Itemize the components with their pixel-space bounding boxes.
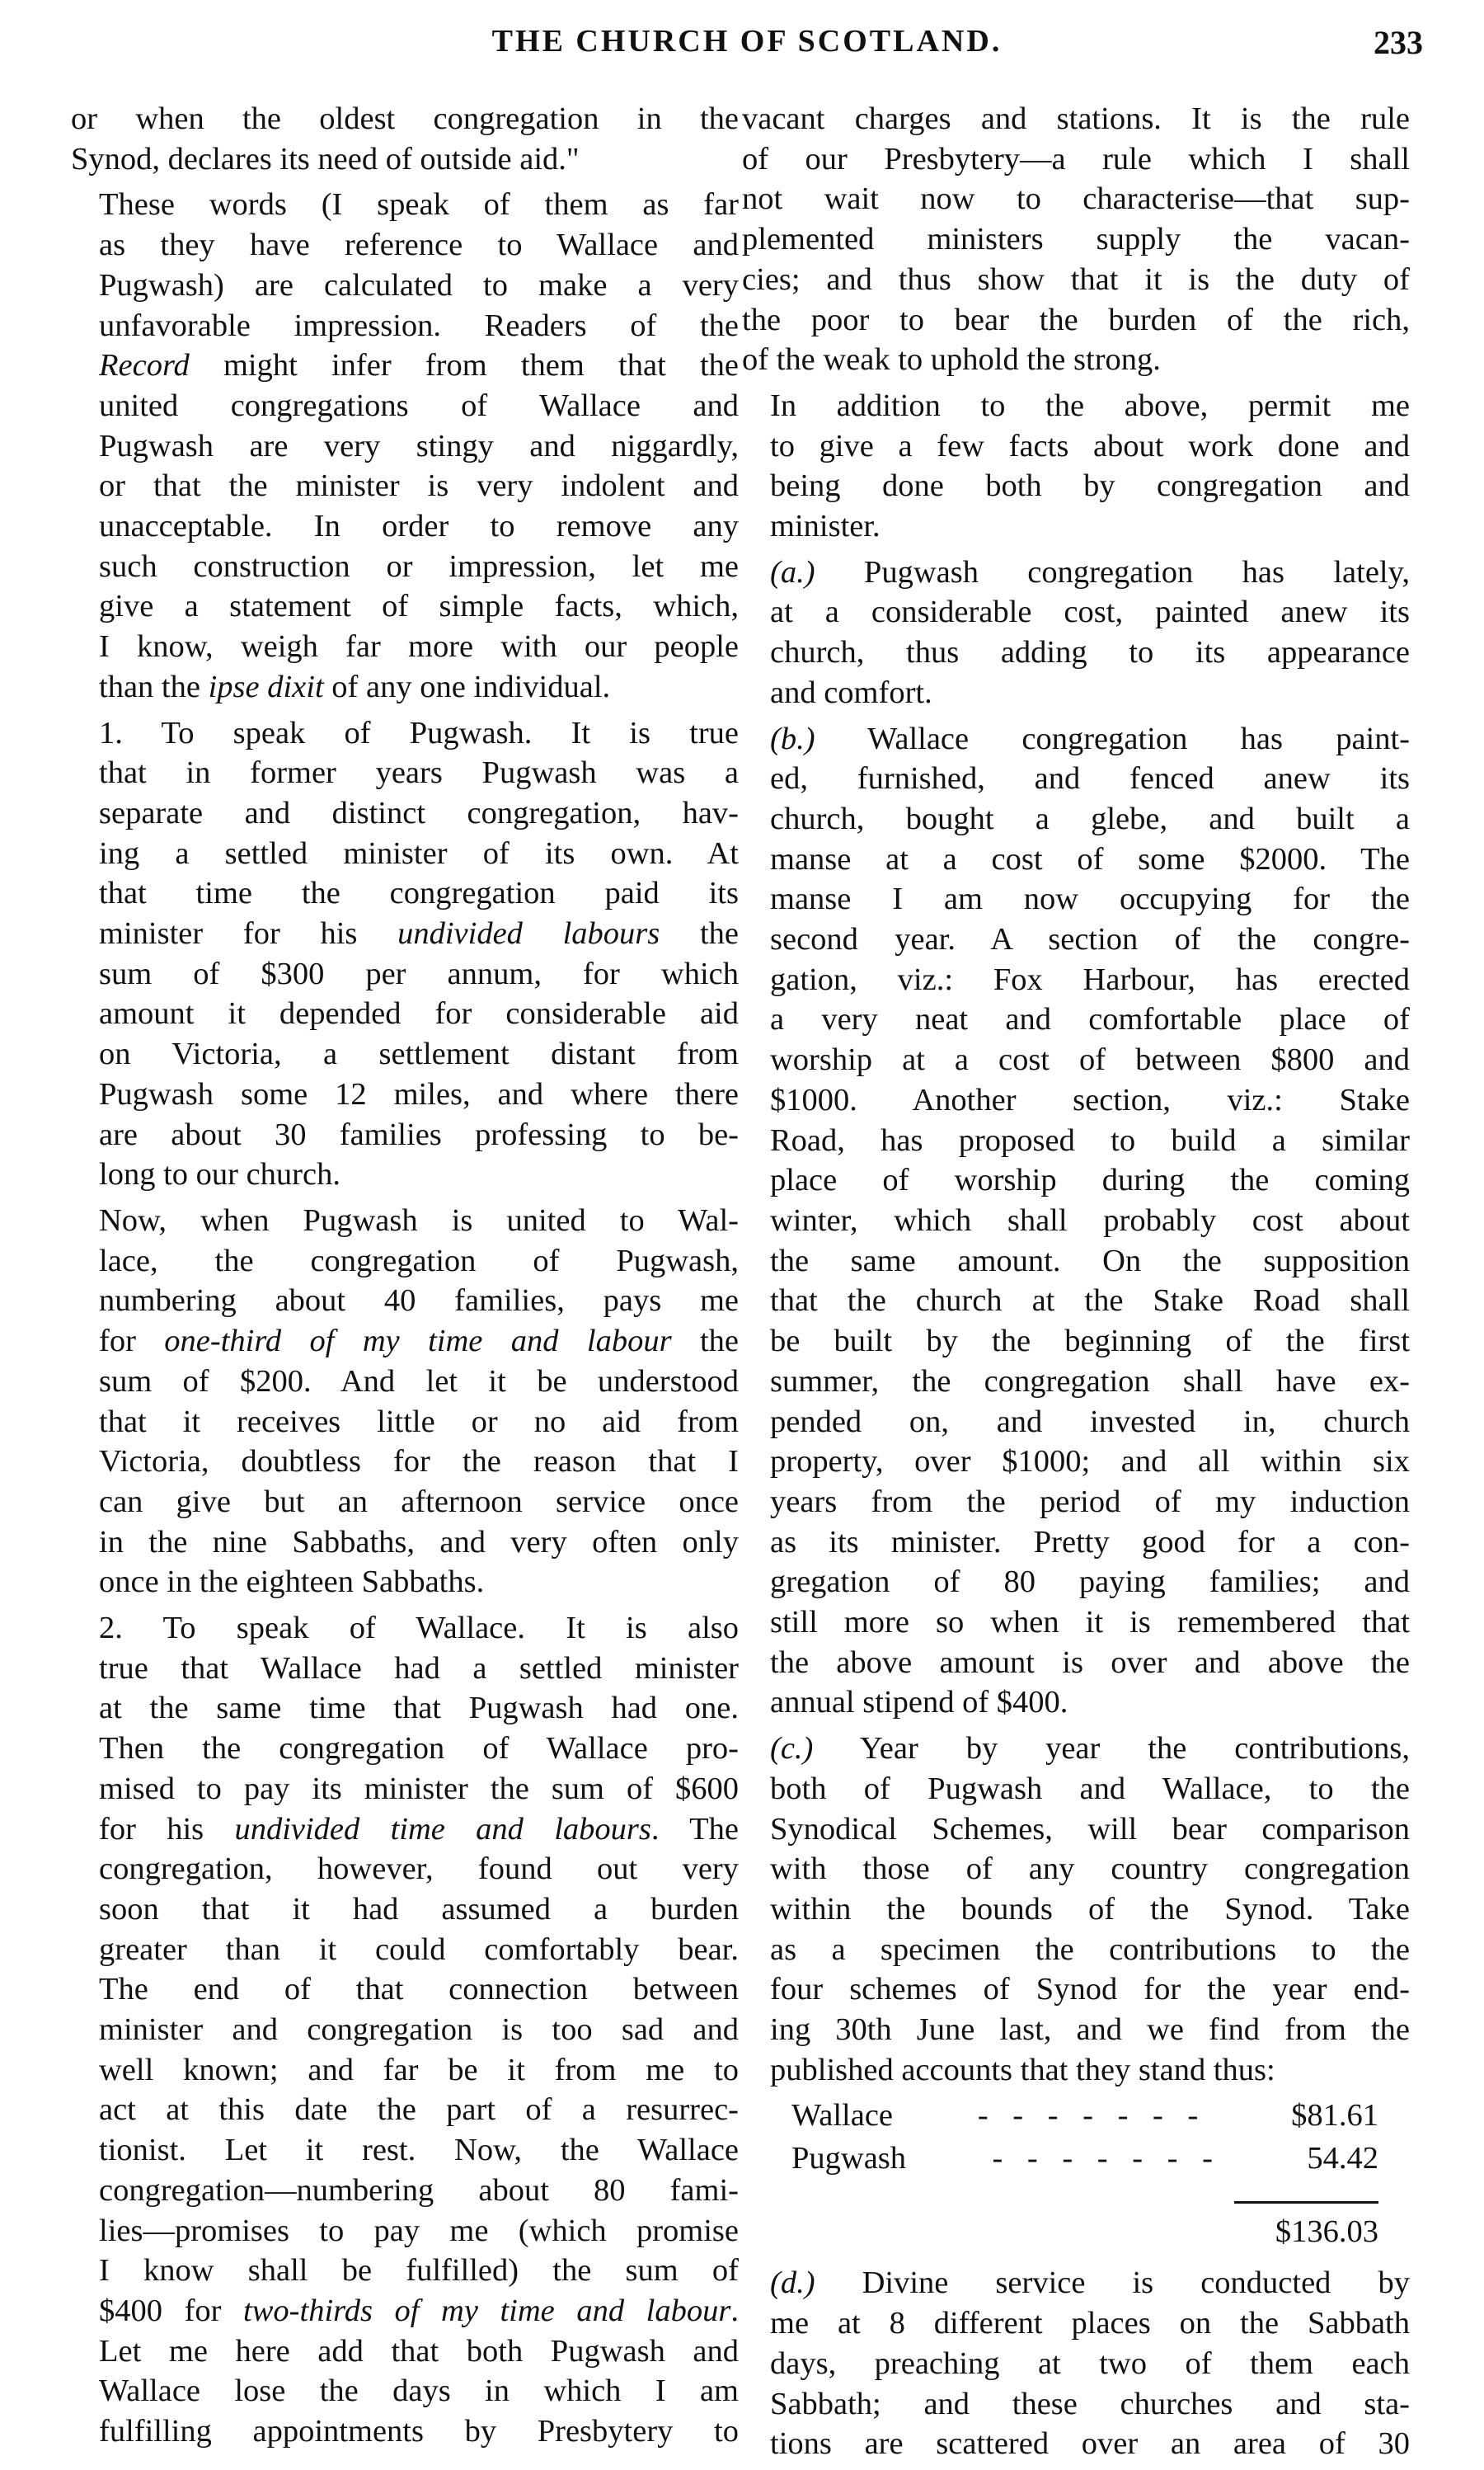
text-line: unacceptable. In order to remove any	[99, 509, 739, 544]
text-line: lace, the congregation of Pugwash,	[99, 1243, 739, 1278]
text-line: of the weak to uphold the strong.	[742, 342, 1161, 378]
text-line: me at 8 different places on the Sabbath	[770, 2306, 1410, 2341]
text-line: (c.) Year by year the contributions,	[770, 1731, 1410, 1767]
text-line: a very neat and comfortable place of	[770, 1002, 1410, 1037]
text-line: with those of any country congregation	[770, 1851, 1410, 1887]
text-line: These words (I speak of them as far	[99, 187, 739, 223]
text-line: Pugwash) are calculated to make a very	[99, 267, 739, 303]
text-line: of our Presbytery—a rule which I shall	[742, 141, 1410, 176]
text-line: church, thus adding to its appearance	[770, 635, 1410, 670]
text-line: that it receives little or no aid from	[99, 1404, 739, 1439]
text-line: Let me here add that both Pugwash and	[99, 2333, 739, 2369]
contribution-row	[742, 2138, 1410, 2181]
text-line: summer, the congregation shall have ex-	[770, 1363, 1410, 1399]
page-header	[71, 23, 1423, 73]
text-line: Pugwash are very stingy and niggardly,	[99, 428, 739, 463]
text-line: tionist. Let it rest. Now, the Wallace	[99, 2133, 739, 2168]
text-line: $1000. Another section, viz.: Stake	[770, 1082, 1410, 1117]
text-line: Now, when Pugwash is united to Wal-	[99, 1202, 739, 1238]
text-line: at a considerable cost, painted anew its	[770, 595, 1410, 630]
text-line: act at this date the part of a resurrec-	[99, 2092, 739, 2128]
text-line: the same amount. On the supposition	[770, 1243, 1410, 1278]
text-line: at the same time that Pugwash had one.	[99, 1691, 739, 1726]
text-line: winter, which shall probably cost about	[770, 1202, 1410, 1238]
paragraph	[71, 185, 739, 707]
running-title: THE CHURCH OF SCOTLAND.	[491, 24, 1003, 59]
text-line: place of worship during the coming	[770, 1163, 1410, 1198]
text-line: tions are scattered over an area of 30	[770, 2426, 1410, 2462]
text-line: such construction or impression, let me	[99, 548, 739, 584]
paragraph	[742, 553, 1410, 713]
text-line: Wallace lose the days in which I am	[99, 2374, 739, 2409]
text-line: (b.) Wallace congregation has paint-	[770, 721, 1410, 756]
paragraph	[71, 99, 739, 179]
text-line: ed, furnished, and fenced anew its	[770, 761, 1410, 797]
text-line: congregation, however, found out very	[99, 1851, 739, 1887]
text-line: once in the eighteen Sabbaths.	[99, 1564, 485, 1600]
text-line: still more so when it is remembered that	[770, 1605, 1410, 1640]
text-line: for his undivided time and labours. The	[99, 1811, 739, 1847]
text-line: ing a settled minister of its own. At	[99, 835, 739, 871]
text-line: gregation of 80 paying families; and	[770, 1564, 1410, 1600]
text-line: I know, weigh far more with our people	[99, 629, 739, 665]
leader-dots: - - - - - - -	[977, 2098, 1207, 2134]
text-line: worship at a cost of between $800 and	[770, 1042, 1410, 1078]
text-line: fulfilling appointments by Presbytery to	[99, 2414, 739, 2449]
text-line: as a specimen the contributions to the	[770, 1931, 1410, 1967]
contribution-amount: $81.61	[1291, 2098, 1378, 2134]
right-column	[742, 99, 1410, 2470]
text-line: Synod, declares its need of outside aid."	[71, 141, 580, 176]
contribution-row	[742, 2096, 1410, 2138]
text-line: church, bought a glebe, and built a	[770, 801, 1410, 836]
text-line: true that Wallace had a settled minister	[99, 1650, 739, 1686]
text-line: soon that it had assumed a burden	[99, 1891, 739, 1927]
text-line: can give but an afternoon service once	[99, 1484, 739, 1519]
text-line: as they have reference to Wallace and	[99, 228, 739, 263]
text-line: plemented ministers supply the vacan-	[742, 222, 1410, 257]
text-line: numbering about 40 families, pays me	[99, 1283, 739, 1319]
text-line: minister.	[770, 509, 881, 544]
text-line: or when the oldest congregation in the	[71, 101, 739, 136]
text-line: years from the period of my induction	[770, 1484, 1410, 1519]
text-line: I know shall be fulfilled) the sum of	[99, 2253, 739, 2289]
text-line: manse at a cost of some $2000. The	[770, 841, 1410, 877]
leader-dots: - - - - - - -	[992, 2141, 1221, 2176]
text-line: that in former years Pugwash was a	[99, 755, 739, 791]
text-line: 2. To speak of Wallace. It is also	[99, 1611, 739, 1646]
text-line: published accounts that they stand thus:	[770, 2052, 1275, 2087]
text-line: united congregations of Wallace and	[99, 388, 739, 423]
text-line: Then the congregation of Wallace pro-	[99, 1731, 739, 1767]
text-line: days, preaching at two of them each	[770, 2345, 1410, 2381]
text-line: pended on, and invested in, church	[770, 1404, 1410, 1439]
text-line: unfavorable impression. Readers of the	[99, 308, 739, 343]
paragraph	[742, 1729, 1410, 2090]
text-line: not wait now to characterise—that sup-	[742, 181, 1410, 217]
text-line: second year. A section of the congre-	[770, 922, 1410, 957]
text-line: both of Pugwash and Wallace, to the	[770, 1771, 1410, 1806]
text-line: minister for his undivided labours the	[99, 916, 740, 952]
contribution-amount: 54.42	[1307, 2141, 1378, 2176]
text-line: amount it depended for considerable aid	[99, 996, 739, 1032]
text-line: sum of $200. And let it be understood	[99, 1363, 739, 1399]
text-line: Sabbath; and these churches and sta-	[770, 2386, 1410, 2421]
text-line: than the ipse dixit of any one individual.	[99, 669, 611, 704]
text-line: gation, viz.: Fox Harbour, has erected	[770, 962, 1410, 997]
text-line: within the bounds of the Synod. Take	[770, 1891, 1410, 1927]
text-line: in the nine Sabbaths, and very often only	[99, 1524, 739, 1560]
text-line: property, over $1000; and all within six	[770, 1444, 1410, 1480]
text-line: Synodical Schemes, will bear comparison	[770, 1811, 1410, 1847]
page-number: 233	[1374, 24, 1423, 61]
text-line: vacant charges and stations. It is the rule	[742, 101, 1410, 136]
paragraph	[742, 99, 1410, 380]
left-column	[71, 99, 739, 2458]
text-line: 1. To speak of Pugwash. It is true	[99, 715, 739, 750]
paragraph	[742, 2263, 1410, 2464]
congregation-name: Wallace	[791, 2098, 894, 2134]
text-line: sum of $300 per annum, for which	[99, 956, 739, 991]
text-line: the poor to bear the burden of the rich,	[742, 302, 1410, 337]
text-line: cies; and thus show that it is the duty of	[742, 261, 1410, 297]
contributions-table	[742, 2096, 1410, 2255]
text-line: as its minister. Pretty good for a con-	[770, 1524, 1410, 1560]
sum-rule	[1234, 2201, 1378, 2204]
text-line: In addition to the above, permit me	[770, 388, 1410, 423]
text-line: or that the minister is very indolent and	[99, 468, 739, 504]
paragraph	[742, 719, 1410, 1724]
text-line: be built by the beginning of the first	[770, 1324, 1410, 1359]
text-line: $400 for two-thirds of my time and labour.	[99, 2293, 739, 2328]
text-line: annual stipend of $400.	[770, 1685, 1068, 1720]
text-line: that the church at the Stake Road shall	[770, 1283, 1410, 1319]
text-line: greater than it could comfortably bear.	[99, 1931, 739, 1967]
text-line: the above amount is over and above the	[770, 1644, 1410, 1680]
text-line: (a.) Pugwash congregation has lately,	[770, 554, 1410, 590]
contribution-total: $136.03	[1275, 2214, 1378, 2250]
text-line: mised to pay its minister the sum of $600	[99, 1771, 739, 1806]
congregation-name: Pugwash	[791, 2141, 907, 2176]
paragraph	[71, 1201, 739, 1602]
text-line: The end of that connection between	[99, 1972, 739, 2007]
text-line: for one-third of my time and labour the	[99, 1324, 739, 1359]
text-line: give a statement of simple facts, which,	[99, 589, 739, 624]
text-line: (d.) Divine service is conducted by	[770, 2265, 1410, 2301]
text-line: lies—promises to pay me (which promise	[99, 2213, 739, 2248]
text-line: Road, has proposed to build a similar	[770, 1122, 1410, 1158]
text-line: and comfort.	[770, 675, 932, 710]
text-line: on Victoria, a settlement distant from	[99, 1037, 739, 1072]
text-line: separate and distinct congregation, hav-	[99, 795, 739, 830]
text-line: congregation—numbering about 80 fami-	[99, 2172, 739, 2208]
text-line: being done both by congregation and	[770, 468, 1410, 504]
text-line: that time the congregation paid its	[99, 876, 739, 911]
text-line: manse I am now occupying for the	[770, 882, 1410, 917]
text-line: to give a few facts about work done and	[770, 428, 1410, 463]
text-line: are about 30 families professing to be-	[99, 1117, 739, 1152]
paragraph	[71, 713, 739, 1195]
text-line: well known; and far be it from me to	[99, 2052, 739, 2087]
paragraph	[742, 386, 1410, 547]
text-line: minister and congregation is too sad and	[99, 2012, 739, 2048]
text-line: Victoria, doubtless for the reason that I	[99, 1444, 739, 1480]
text-line: four schemes of Synod for the year end-	[770, 1972, 1410, 2007]
text-line: ing 30th June last, and we find from the	[770, 2012, 1410, 2048]
text-line: long to our church.	[99, 1157, 340, 1193]
paragraph	[71, 1608, 739, 2452]
text-line: Pugwash some 12 miles, and where there	[99, 1076, 739, 1112]
text-line: Record might infer from them that the	[99, 348, 739, 383]
